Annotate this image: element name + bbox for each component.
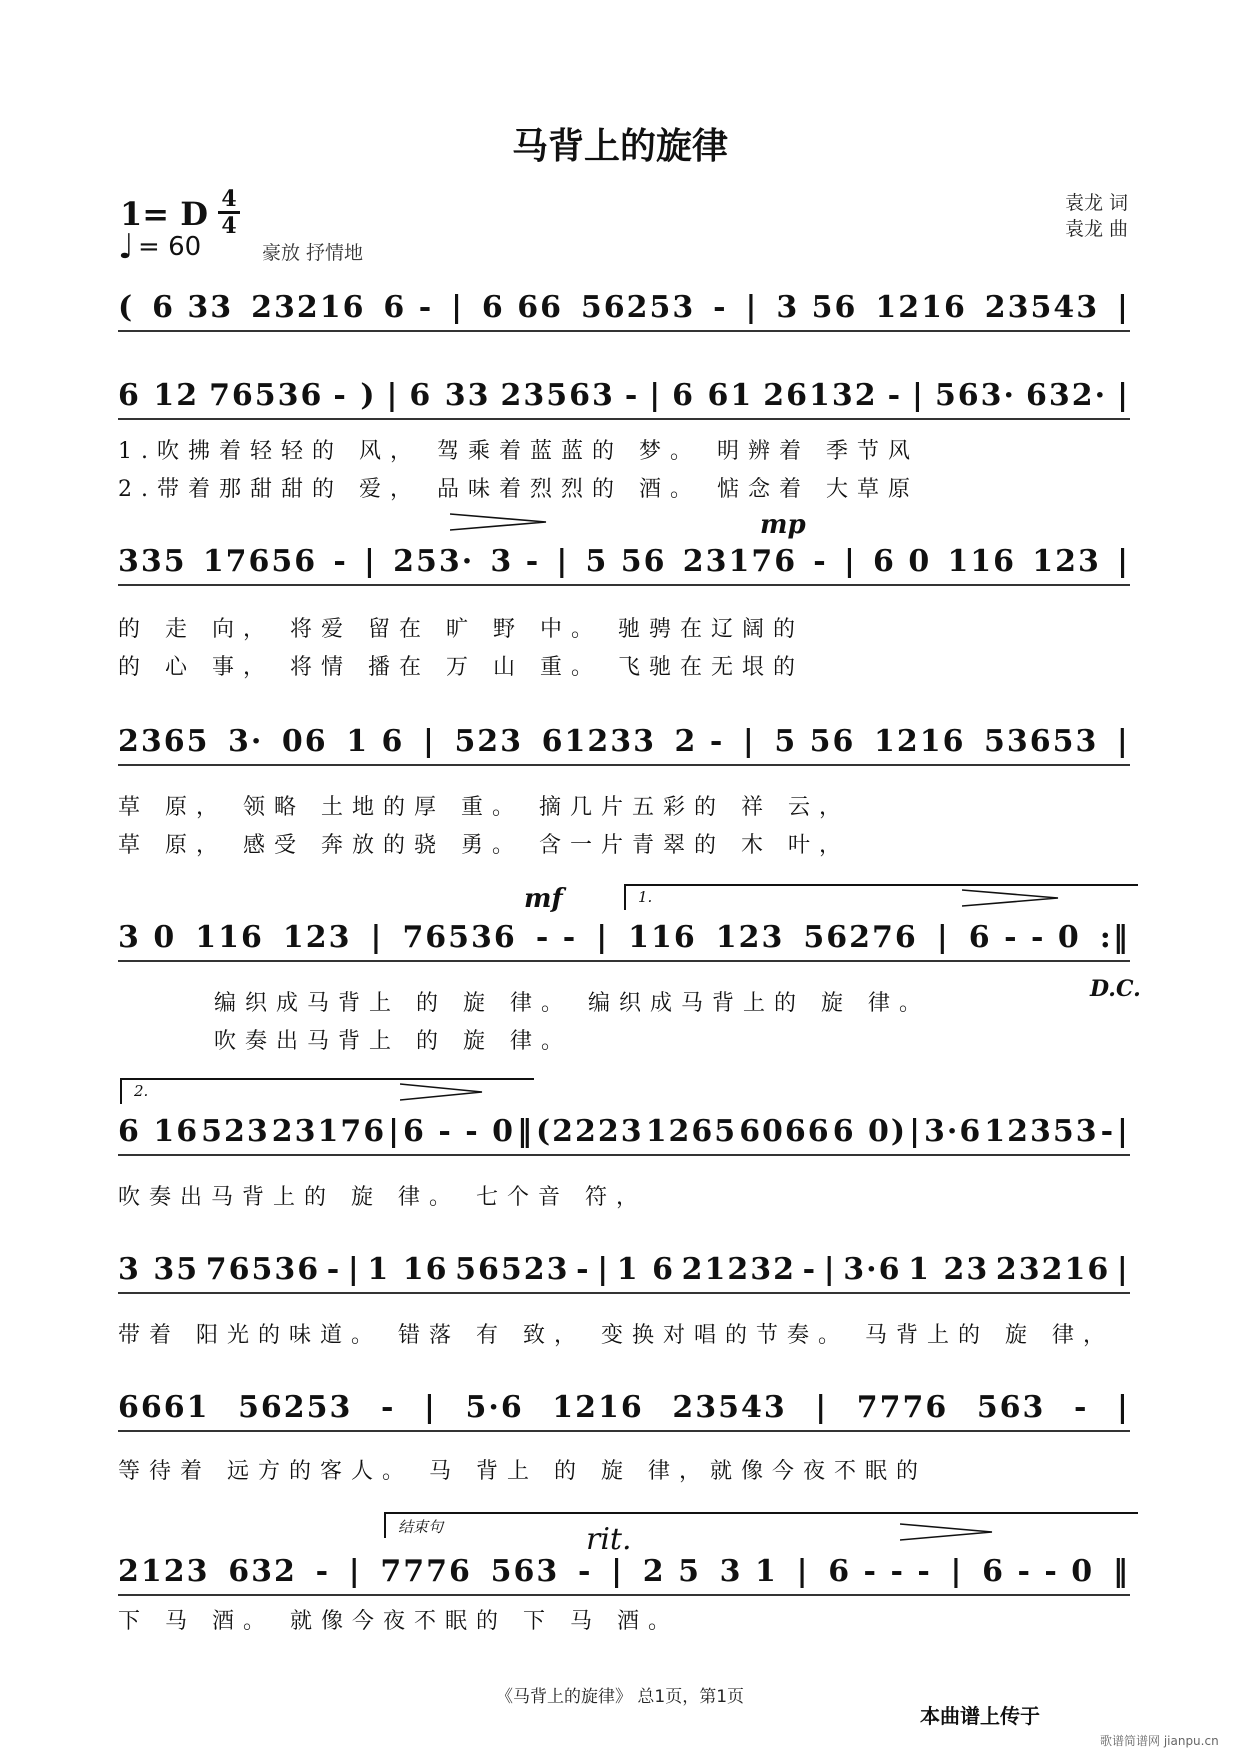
beam-line bbox=[118, 418, 1130, 420]
volta-2-bracket: 2. bbox=[120, 1078, 534, 1104]
note-group: 61233 bbox=[541, 724, 656, 759]
barline: | bbox=[1117, 1114, 1130, 1149]
note-group: 6661 bbox=[118, 1390, 210, 1425]
note-group: 3· bbox=[228, 724, 264, 759]
barline: | bbox=[611, 1554, 625, 1589]
note-group: 6 33 bbox=[409, 378, 491, 413]
note-group: - bbox=[713, 290, 728, 325]
lyricist-credit: 袁龙 词 bbox=[1064, 192, 1128, 214]
barline: | bbox=[1117, 544, 1130, 579]
lyric-verse-1: 的 走 向， 将爱 留在 旷 野 中。 驰骋在辽阔的 bbox=[118, 617, 804, 642]
barline: | bbox=[451, 290, 464, 325]
lyric-verse-1: 编织成马背上 的 旋 律。 编织成马背上的 旋 律。 bbox=[214, 991, 930, 1016]
rit-marking: rit. bbox=[586, 1522, 632, 1557]
barline: | bbox=[386, 378, 400, 413]
note-group: 632 bbox=[228, 1554, 297, 1589]
staff-system-8 bbox=[118, 1384, 1130, 1438]
note-group: 3·6 bbox=[843, 1252, 902, 1287]
note-group: 6 - - 0 bbox=[968, 920, 1081, 955]
decrescendo-hairpin bbox=[450, 512, 550, 532]
staff-system-9 bbox=[118, 1548, 1130, 1602]
note-group: 23216 bbox=[251, 290, 366, 325]
note-group: 23176 bbox=[682, 544, 798, 579]
note-group: - bbox=[802, 1252, 818, 1287]
note-group: 6 12 bbox=[118, 378, 200, 413]
note-group: 6 0 bbox=[873, 544, 932, 579]
page-title: 马背上的旋律 bbox=[511, 125, 728, 167]
note-group: 6 - - 0 bbox=[982, 1554, 1095, 1589]
notes-row bbox=[118, 1554, 1130, 1589]
note-group: 3 35 bbox=[118, 1252, 200, 1287]
volta-1-bracket: 1. bbox=[624, 884, 1138, 910]
note-group: 253· bbox=[393, 544, 475, 579]
barline: | bbox=[912, 378, 925, 413]
note-group: 523 bbox=[454, 724, 524, 759]
note-group: 23543 bbox=[672, 1390, 787, 1425]
barline: | bbox=[347, 1252, 361, 1287]
barline: | bbox=[422, 724, 436, 759]
notes-row bbox=[118, 544, 1130, 579]
barline: | bbox=[936, 920, 950, 955]
notes-row bbox=[118, 920, 1130, 955]
note-group: 06 bbox=[281, 724, 328, 759]
barline: | bbox=[364, 544, 377, 579]
notes-row bbox=[118, 1114, 1130, 1149]
note-group: 6 16 bbox=[118, 1114, 200, 1149]
note-group: - bbox=[813, 544, 828, 579]
notes-row bbox=[118, 290, 1130, 325]
staff-system-3 bbox=[118, 538, 1130, 592]
lyric-verse-2: 的 心 事， 将情 播在 万 山 重。 飞驰在无垠的 bbox=[118, 655, 804, 680]
note-group: 6 - - - bbox=[828, 1554, 932, 1589]
note-group: 1 16 bbox=[367, 1252, 449, 1287]
beam-line bbox=[118, 764, 1130, 766]
note-group: 53653 bbox=[984, 724, 1099, 759]
barline: | bbox=[745, 290, 759, 325]
note-group: 563 bbox=[490, 1554, 560, 1589]
barline: | bbox=[370, 920, 384, 955]
note-group: - bbox=[381, 1390, 396, 1425]
notes-row bbox=[118, 1252, 1130, 1287]
note-group: 116 bbox=[195, 920, 264, 955]
note-group: 56253 bbox=[238, 1390, 353, 1425]
note-group: 1216 bbox=[875, 290, 967, 325]
note-group: ( bbox=[118, 290, 135, 325]
note-group: 632· bbox=[1026, 378, 1108, 413]
barline: | bbox=[796, 1554, 810, 1589]
barline: | bbox=[815, 1390, 829, 1425]
site-watermark: 歌谱简谱网 jianpu.cn bbox=[1100, 1734, 1219, 1748]
notes-row bbox=[118, 1390, 1130, 1425]
note-group: - bbox=[577, 1554, 593, 1589]
note-group: 17656 bbox=[202, 544, 318, 579]
lyric-verse-2: 2.带着那甜甜的 爱， 品味着烈烈的 酒。 惦念着 大草原 bbox=[118, 477, 919, 502]
barline: | bbox=[424, 1390, 437, 1425]
quarter-note-icon: ♩ bbox=[118, 227, 135, 267]
lyric-verse-2: 吹奏出马背上 的 旋 律。 bbox=[214, 1029, 572, 1054]
note-group: 6 66 bbox=[481, 290, 563, 325]
beam-line bbox=[118, 1430, 1130, 1432]
note-group: - bbox=[1100, 1114, 1116, 1149]
expression-marking: 豪放 抒情地 bbox=[262, 242, 364, 264]
barline: | bbox=[843, 544, 857, 579]
beam-line bbox=[118, 584, 1130, 586]
note-group: - bbox=[624, 378, 640, 413]
time-sig-top: 4 bbox=[221, 186, 237, 212]
barline: | bbox=[1116, 1252, 1130, 1287]
barline: | bbox=[597, 1252, 611, 1287]
staff-system-6 bbox=[118, 1108, 1130, 1162]
tempo-marking bbox=[118, 227, 202, 267]
beam-line bbox=[118, 1154, 1130, 1156]
staff-system-1 bbox=[118, 284, 1130, 338]
dynamic-mp: mp bbox=[760, 510, 806, 540]
note-group: - bbox=[576, 1252, 591, 1287]
note-group: - bbox=[1074, 1390, 1089, 1425]
lyric-verse-1: 草 原， 领略 土地的厚 重。 摘几片五彩的 祥 云， bbox=[118, 795, 850, 820]
note-group: 2365 bbox=[118, 724, 210, 759]
dynamic-mf: mf bbox=[524, 884, 563, 914]
notes-row bbox=[118, 724, 1130, 759]
repeat-barline: :‖ bbox=[1099, 920, 1130, 955]
note-group: - bbox=[887, 378, 903, 413]
note-group: 563· bbox=[934, 378, 1017, 413]
note-group: 23176 bbox=[271, 1114, 387, 1149]
lyric-line: 吹奏出马背上的 旋 律。 七个音 符， bbox=[118, 1185, 647, 1210]
barline: | bbox=[823, 1252, 837, 1287]
lyric-line: 带着 阳光的味道。 错落 有 致， 变换对唱的节奏。 马背上的 旋 律， bbox=[118, 1323, 1114, 1348]
note-group: 3 56 bbox=[776, 290, 858, 325]
note-group: 116 bbox=[947, 544, 1017, 579]
note-group: 6 33 bbox=[152, 290, 234, 325]
note-group: 3 1 bbox=[719, 1554, 778, 1589]
double-barline: ‖ bbox=[516, 1114, 534, 1149]
barline: | bbox=[742, 724, 756, 759]
note-group: 3 0 bbox=[118, 920, 177, 955]
note-group: - bbox=[333, 544, 348, 579]
staff-system-2 bbox=[118, 372, 1130, 426]
note-group: - bbox=[326, 1252, 342, 1287]
tempo-value: = 60 bbox=[138, 232, 202, 262]
note-group: 2 5 bbox=[642, 1554, 701, 1589]
barline: | bbox=[1117, 378, 1130, 413]
upload-notice: 本曲谱上传于 bbox=[920, 1704, 1040, 1728]
coda-bracket: 结束句 bbox=[384, 1512, 1138, 1538]
note-group: (2223 bbox=[535, 1114, 644, 1149]
barline: | bbox=[596, 920, 610, 955]
note-group: 5·6 bbox=[465, 1390, 524, 1425]
barline: | bbox=[909, 1114, 922, 1149]
notes-row bbox=[118, 378, 1130, 413]
staff-system-5 bbox=[118, 914, 1130, 968]
page-footer: 《马背上的旋律》 总1页，第1页 bbox=[495, 1687, 745, 1707]
beam-line bbox=[118, 1594, 1130, 1596]
note-group: 1 6 bbox=[616, 1252, 675, 1287]
barline: | bbox=[1117, 290, 1130, 325]
note-group: 6 - - 0 bbox=[403, 1114, 515, 1149]
note-group: 7776 bbox=[856, 1390, 949, 1425]
note-group: 6066 bbox=[739, 1114, 831, 1149]
note-group: - bbox=[315, 1554, 331, 1589]
note-group: 2 - bbox=[674, 724, 725, 759]
note-group: 123 bbox=[282, 920, 352, 955]
note-group: 3 - bbox=[490, 544, 541, 579]
beam-line bbox=[118, 960, 1130, 962]
time-sig-bottom: 4 bbox=[221, 213, 237, 239]
note-group: 1216 bbox=[552, 1390, 644, 1425]
barline: | bbox=[1116, 724, 1130, 759]
time-signature bbox=[218, 188, 240, 237]
note-group: 5 56 bbox=[585, 544, 667, 579]
decrescendo-hairpin bbox=[400, 1082, 486, 1102]
barline: | bbox=[556, 544, 570, 579]
note-group: 2123 bbox=[118, 1554, 210, 1589]
staff-system-4 bbox=[118, 718, 1130, 772]
note-group: 56523 bbox=[455, 1252, 570, 1287]
note-group: 123 bbox=[715, 920, 785, 955]
barline: | bbox=[950, 1554, 964, 1589]
note-group: 6 - bbox=[383, 290, 434, 325]
note-group: 1216 bbox=[873, 724, 966, 759]
note-group: 26132 bbox=[763, 378, 878, 413]
key-signature: 1= D bbox=[120, 195, 208, 233]
staff-system-7 bbox=[118, 1246, 1130, 1300]
barline: | bbox=[649, 378, 663, 413]
note-group: 5 56 bbox=[774, 724, 856, 759]
lyric-verse-1: 1.吹拂着轻轻的 风， 驾乘着蓝蓝的 梦。 明辨着 季节风 bbox=[118, 439, 919, 464]
note-group: 563 bbox=[976, 1390, 1046, 1425]
note-group: 3·6 bbox=[924, 1114, 983, 1149]
note-group: 76536 bbox=[205, 1252, 321, 1287]
final-barline: ‖ bbox=[1112, 1554, 1130, 1589]
note-group: 23216 bbox=[995, 1252, 1111, 1287]
note-group: 335 bbox=[118, 544, 187, 579]
note-group: 76536 bbox=[209, 378, 324, 413]
barline: | bbox=[1117, 1390, 1130, 1425]
lyric-line: 下 马 酒。 就像今夜不眠的 下 马 酒。 bbox=[118, 1609, 679, 1634]
note-group: 7776 bbox=[380, 1554, 472, 1589]
note-group: - - bbox=[535, 920, 578, 955]
note-group: 23563 bbox=[500, 378, 615, 413]
beam-line bbox=[118, 1292, 1130, 1294]
composer-credit: 袁龙 曲 bbox=[1064, 218, 1128, 240]
note-group: 523 bbox=[201, 1114, 270, 1149]
decrescendo-hairpin bbox=[962, 888, 1062, 908]
note-group: - ) bbox=[333, 378, 377, 413]
note-group: 12353 bbox=[984, 1114, 1099, 1149]
dc-marking: D.C. bbox=[1090, 976, 1141, 1002]
note-group: 56276 bbox=[803, 920, 918, 955]
barline: | bbox=[348, 1554, 362, 1589]
note-group: 56253 bbox=[580, 290, 696, 325]
note-group: 1265 bbox=[645, 1114, 738, 1149]
barline: | bbox=[388, 1114, 401, 1149]
note-group: 21232 bbox=[681, 1252, 796, 1287]
note-group: 123 bbox=[1032, 544, 1101, 579]
note-group: 1 23 bbox=[908, 1252, 990, 1287]
note-group: 116 bbox=[628, 920, 697, 955]
note-group: 6 61 bbox=[672, 378, 754, 413]
note-group: 1 6 bbox=[346, 724, 405, 759]
lyric-verse-2: 草 原， 感受 奔放的骁 勇。 含一片青翠的 木 叶， bbox=[118, 833, 850, 858]
note-group: 76536 bbox=[402, 920, 517, 955]
note-group: 23543 bbox=[984, 290, 1100, 325]
note-group: 6 0) bbox=[832, 1114, 908, 1149]
lyric-line: 等待着 远方的客人。 马 背上 的 旋 律，就像今夜不眠的 bbox=[118, 1459, 927, 1484]
beam-line bbox=[118, 330, 1130, 332]
decrescendo-hairpin bbox=[900, 1522, 996, 1542]
